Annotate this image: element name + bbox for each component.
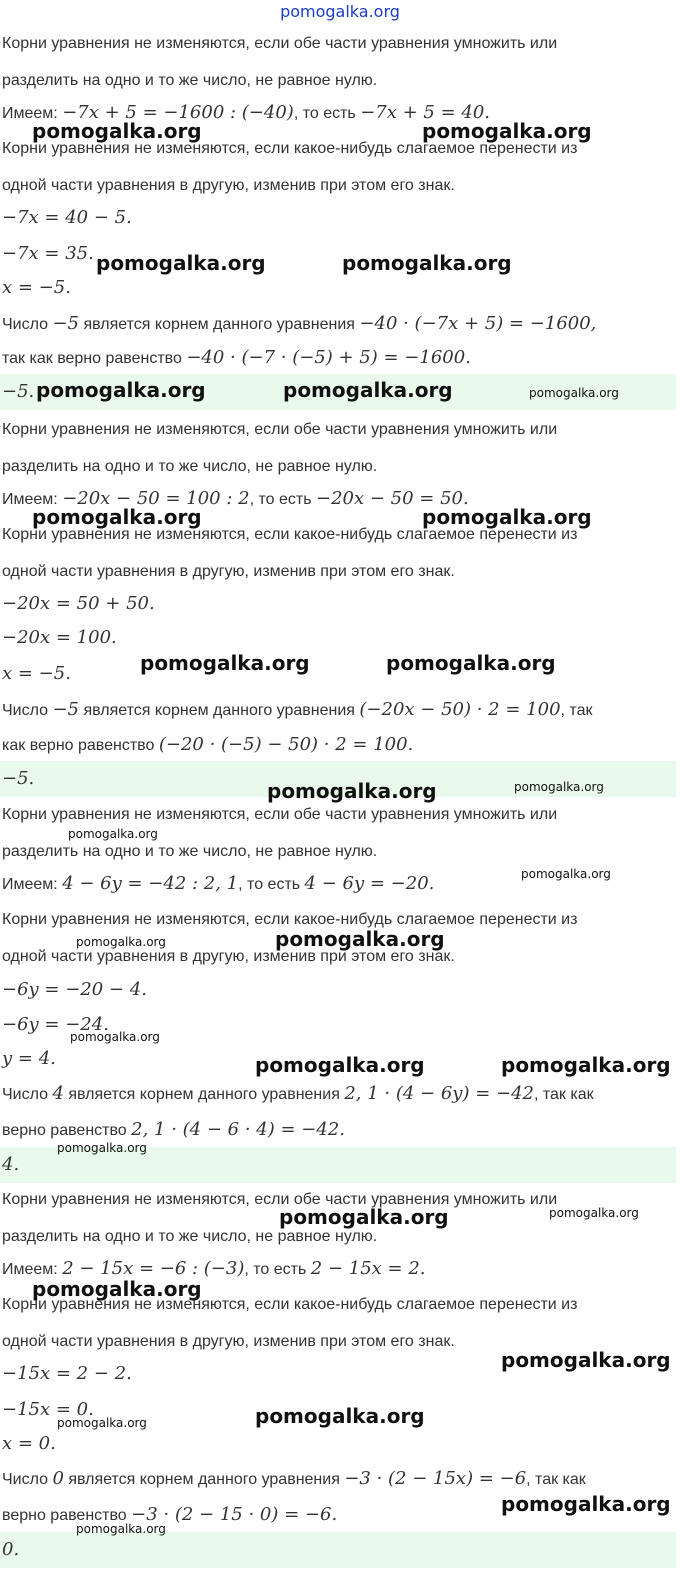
watermark: pomogalka.org: [279, 1205, 449, 1229]
watermark: pomogalka.org: [422, 119, 592, 143]
rule-transfer-text: Корни уравнения не изменяются, если какое-нибудь слагаемое перенести из: [2, 1296, 578, 1313]
rule-transfer-text: одной части уравнения в другую, изменив при этом его знак.: [2, 177, 455, 194]
check-line: верно равенство 2, 1 · (4 − 6 · 4) = −42.: [2, 1119, 345, 1140]
watermark: pomogalka.org: [255, 1404, 425, 1428]
watermark: pomogalka.org: [529, 386, 619, 400]
rule-transfer-text: одной части уравнения в другую, изменив при этом его знак.: [2, 563, 455, 580]
given-equation-line: Имеем: −20x − 50 = 100 : 2, то есть −20x − 50 = 50.: [2, 488, 469, 509]
watermark: pomogalka.org: [96, 251, 266, 275]
given-equation-line: Имеем: 2 − 15x = −6 : (−3), то есть 2 − 15x = 2.: [2, 1258, 426, 1279]
watermark: pomogalka.org: [68, 827, 158, 841]
watermark: pomogalka.org: [501, 1053, 671, 1077]
given-equation-line: Имеем: 4 − 6y = −42 : 2, 1, то есть 4 − 6y = −20.: [2, 873, 435, 894]
answer-value: 4.: [2, 1154, 20, 1175]
solution-step: −7x = 35.: [2, 243, 94, 264]
solution-step: −15x = 2 − 2.: [2, 1363, 132, 1384]
watermark: pomogalka.org: [57, 1416, 147, 1430]
watermark: pomogalka.org: [549, 1206, 639, 1220]
check-line: Число 0 является корнем данного уравнения −3 · (2 − 15x) = −6, так как: [2, 1468, 586, 1489]
rule-multiply-text: разделить на одно и то же число, не равное нулю.: [2, 1228, 378, 1245]
watermark: pomogalka.org: [76, 935, 166, 949]
given-equation-line: Имеем: −7x + 5 = −1600 : (−40), то есть −7x + 5 = 40.: [2, 102, 491, 123]
watermark: pomogalka.org: [501, 1492, 671, 1516]
answer-value: −5.: [2, 768, 35, 789]
watermark: pomogalka.org: [57, 1141, 147, 1155]
check-line: Число −5 является корнем данного уравнения (−20x − 50) · 2 = 100, так: [2, 699, 593, 720]
rule-transfer-text: одной части уравнения в другую, изменив при этом его знак.: [2, 948, 455, 965]
rule-transfer-text: одной части уравнения в другую, изменив при этом его знак.: [2, 1333, 455, 1350]
rule-transfer-text: Корни уравнения не изменяются, если какое-нибудь слагаемое перенести из: [2, 526, 578, 543]
check-line: Число −5 является корнем данного уравнения −40 · (−7x + 5) = −1600,: [2, 313, 597, 334]
solution-step: −6y = −24.: [2, 1014, 109, 1035]
watermark: pomogalka.org: [32, 119, 202, 143]
rule-multiply-text: Корни уравнения не изменяются, если обе части уравнения умножить или: [2, 421, 558, 438]
check-line: так как верно равенство −40 · (−7 · (−5) + 5) = −1600.: [2, 347, 471, 368]
solution-step: −20x = 100.: [2, 627, 117, 648]
watermark: pomogalka.org: [275, 927, 445, 951]
check-line: верно равенство −3 · (2 − 15 · 0) = −6.: [2, 1504, 338, 1525]
watermark: pomogalka.org: [32, 505, 202, 529]
solution-step: x = −5.: [2, 277, 71, 298]
solution-step: −20x = 50 + 50.: [2, 593, 155, 614]
answer-box: [0, 1532, 676, 1568]
watermark: pomogalka.org: [386, 651, 556, 675]
answer-value: 0.: [2, 1539, 20, 1560]
rule-multiply-text: разделить на одно и то же число, не равное нулю.: [2, 72, 378, 89]
check-line: Число 4 является корнем данного уравнения 2, 1 · (4 − 6y) = −42, так как: [2, 1083, 594, 1104]
site-header-watermark: pomogalka.org: [280, 2, 400, 21]
rule-multiply-text: разделить на одно и то же число, не равное нулю.: [2, 843, 378, 860]
rule-multiply-text: Корни уравнения не изменяются, если обе части уравнения умножить или: [2, 806, 558, 823]
watermark: pomogalka.org: [267, 779, 437, 803]
watermark: pomogalka.org: [521, 867, 611, 881]
solution-step: −7x = 40 − 5.: [2, 207, 132, 228]
answer-value: −5.: [2, 381, 35, 402]
watermark: pomogalka.org: [140, 651, 310, 675]
watermark: pomogalka.org: [342, 251, 512, 275]
watermark: pomogalka.org: [283, 378, 453, 402]
check-line: как верно равенство (−20 · (−5) − 50) · 2 = 100.: [2, 734, 414, 755]
rule-multiply-text: Корни уравнения не изменяются, если обе части уравнения умножить или: [2, 1191, 558, 1208]
solution-step: −6y = −20 − 4.: [2, 979, 147, 1000]
rule-transfer-text: Корни уравнения не изменяются, если какое-нибудь слагаемое перенести из: [2, 140, 578, 157]
solution-step: x = 0.: [2, 1433, 56, 1454]
solution-step: y = 4.: [2, 1048, 56, 1069]
watermark: pomogalka.org: [70, 1030, 160, 1044]
watermark: pomogalka.org: [36, 378, 206, 402]
rule-transfer-text: Корни уравнения не изменяются, если какое-нибудь слагаемое перенести из: [2, 911, 578, 928]
watermark: pomogalka.org: [76, 1522, 166, 1536]
solution-step: x = −5.: [2, 663, 71, 684]
rule-multiply-text: Корни уравнения не изменяются, если обе части уравнения умножить или: [2, 35, 558, 52]
watermark: pomogalka.org: [514, 780, 604, 794]
watermark: pomogalka.org: [255, 1053, 425, 1077]
rule-multiply-text: разделить на одно и то же число, не равное нулю.: [2, 458, 378, 475]
watermark: pomogalka.org: [501, 1348, 671, 1372]
solution-step: −15x = 0.: [2, 1399, 94, 1420]
watermark: pomogalka.org: [422, 505, 592, 529]
watermark: pomogalka.org: [32, 1277, 202, 1301]
